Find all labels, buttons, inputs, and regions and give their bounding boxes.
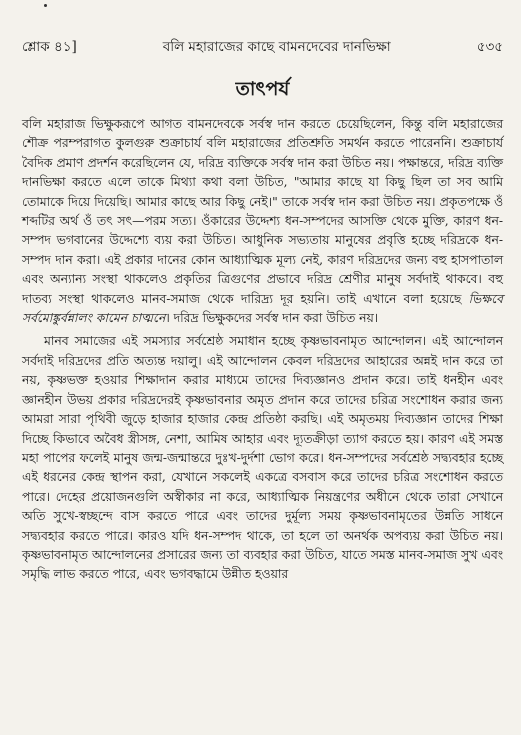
sanskrit-quote: ভিক্ষবে সর্বমোঙ্কুর্বন্নালং কামেন চাত্মনে xyxy=(22,291,503,326)
verse-reference: শ্লোক ৪১] xyxy=(22,39,77,55)
purport-paragraph-1 xyxy=(22,115,503,328)
page-number: ৫৩৫ xyxy=(476,39,503,55)
section-heading: তাৎপর্য xyxy=(235,78,290,100)
running-header xyxy=(22,36,503,59)
purport-paragraph-2: মানব সমাজের এই সমস্যার সর্বশ্রেষ্ঠ সমাধান হচ্ছে কৃষ্ণভাবনামৃত আন্দোলন। এই আন্দোলন সর্বদাই দরিদ্রদের প্রতি অত্যন্ত দয়ালু। এই আন্দোলন কেবল দরিদ্রদের আহারের অন্নই দান করে তা নয়, কৃষ্ণভক্ত হওয়ার শিক্ষাদান করার মাধ্যমে তাদের দিব্যজ্ঞানও প্রদান করে। তাই ধনহীন এবং জ্ঞানহীন উভয় প্রকার দরিদ্রদেরই কৃষ্ণভাবনার অমৃত প্রদান করে তাদের চরিত্র সংশোধন করার জন্য আমরা সারা পৃথিবী জুড়ে হাজার হাজার কেন্দ্র প্রতিষ্ঠা করছি। এই অমৃতময় দিব্যজ্ঞান তাদের শিক্ষা দিচ্ছে কিভাবে অবৈধ স্ত্রীসঙ্গ, নেশা, আমিষ আহার এবং দ্যূতক্রীড়া ত্যাগ করতে হয়। কারণ এই সমস্ত মহা পাপের ফলেই মানুষ জন্ম-জন্মান্তরে দুঃখ-দুর্দশা ভোগ করে। ধন-সম্পদের সর্বশ্রেষ্ঠ সদ্ব্যবহার হচ্ছে এই ধরনের কেন্দ্র স্থাপন করা, যেখানে সকলেই একত্রে বসবাস করে তাদের চরিত্র সংশোধন করতে পারে। দেহের প্রয়োজনগুলি অস্বীকার না করে, আধ্যাত্মিক নিয়ন্ত্রণের অধীনে থেকে তারা সেখানে অতি সুখে-স্বচ্ছন্দে বাস করতে পারে এবং তাদের দুর্মূল্য সময় কৃষ্ণভাবনামৃতের উন্নতি সাধনে সদ্ব্যবহার করতে পারে। কারও যদি ধন-সম্পদ থাকে, তা হলে তা অনর্থক অপব্যয় করা উচিত নয়। কৃষ্ণভাবনামৃত আন্দোলনের প্রসারের জন্য তা ব্যবহার করা উচিত, যাতে সমস্ত মানব-সমাজ সুখ এবং সমৃদ্ধি লাভ করতে পারে, এবং ভগবদ্ধামে উন্নীত হওয়ার xyxy=(22,334,503,582)
paragraph-1-ending: । দরিদ্র ভিক্ষুকদের সর্বস্ব দান করা উচিত নয়। xyxy=(165,311,379,326)
chapter-title: বলি মহারাজের কাছে বামনদেবের দানভিক্ষা xyxy=(162,39,391,55)
paragraph-1-text: বলি মহারাজ ভিক্ষুকরূপে আগত বামনদেবকে সর্বস্ব দান করতে চেয়েছিলেন, কিন্তু বলি মহারাজের শৌক্র পরম্পরাগত কুলগুরু শুক্রাচার্য বলি মহারাজের প্রতিশ্রুতি সমর্থন করতে পারেননি। শুক্রাচার্য বৈদিক প্রমাণ প্রদর্শন করেছিলেন যে, দরিদ্র ব্যক্তিকে সর্বস্ব দান করা উচিত নয়। পক্ষান্তরে, দরিদ্র ব্যক্তি দানভিক্ষা করতে এলে তাকে মিথ্যা কথা বলা উচিত, "আমার কাছে যা কিছু ছিল তা সব আমি তোমাকে দিয়ে দিয়েছি। আমার কাছে আর কিছু নেই।" তাকে সর্বস্ব দান করা উচিত নয়। প্রকৃতপক্ষে ওঁ শব্দটির অর্থ ওঁ তৎ সৎ—পরম সত্য। ওঁকারের উদ্দেশ্য ধন-সম্পদের আসক্তি থেকে মুক্তি, কারণ ধন-সম্পদ ভগবানের উদ্দেশ্যে ব্যয় করা উচিত। আধুনিক সভ্যতায় মানুষের প্রবৃত্তি হচ্ছে দরিদ্রকে ধন-সম্পদ দান করা। এই প্রকার দানের কোন আধ্যাত্মিক মূল্য নেই, কারণ দরিদ্রদের জন্য বহু হাসপাতাল এবং অন্যান্য সংস্থা থাকলেও প্রকৃতির ত্রিগুণের প্রভাবে দরিদ্র শ্রেণীর মানুষ সর্বদাই থাকবে। বহু দাতব্য সংস্থা থাকলেও মানব-সমাজ থেকে দারিদ্র্য দূর হয়নি। তাই এখানে বলা হয়েছে xyxy=(22,117,503,306)
page-mark xyxy=(44,4,47,7)
